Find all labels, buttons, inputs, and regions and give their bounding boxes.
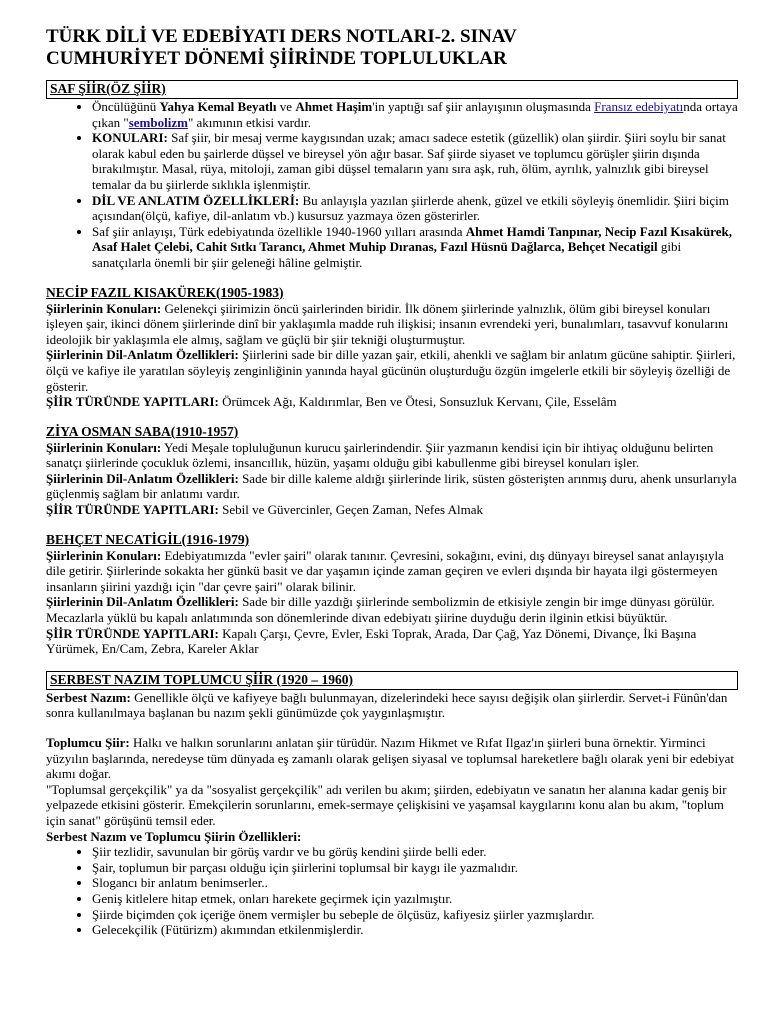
document-title-line2: CUMHURİYET DÖNEMİ ŞİİRİNDE TOPLULUKLAR [46, 48, 507, 69]
section-heading-ziya-osman-saba: ZİYA OSMAN SABA(1910-1957) [46, 423, 239, 439]
behcet-yapitlar: ŞİİR TÜRÜNDE YAPITLARI: Kapalı Çarşı, Çevre, Evler, Eski Toprak, Arada, Dar Çağ, Yaz Dönemi, Divançe, İki Başına Yürümek, En/Cam, Zebra, Kareler Aklar [46, 625, 697, 657]
list-item: • DİL VE ANLATIM ÖZELLİKLERİ: Bu anlayışla yazılan şiirlerde ahenk, güzel ve etkili söyleyiş önemlidir. Şiiri biçim açısından(ölçü, kafiye, dil-anlatım vb.) kusursuz yazmaya özen gösterirler. [92, 193, 738, 224]
list-item: • Şiirde biçimden çok içeriğe önem vermişler bu sebeple de ölçüsüz, kafiyesiz şiirler yazmışlardır. [92, 907, 738, 923]
toplumcu-siir-tanim: Toplumcu Şiir: Halkı ve halkın sorunlarını anlatan şiir türüdür. Nazım Hikmet ve Rıfat Ilgaz'ın şiirleri buna örnektir. Yirminci yüzyılın başlarında, neredeyse tüm dünyada eş zamanlı olarak gelişen siyasal ve toplumsal hareketlere bağlı olarak yeni bir edebiyat akımı doğar. [46, 735, 735, 782]
document-title-line1: TÜRK DİLİ VE EDEBİYATI DERS NOTLARI-2. SINAV [46, 26, 517, 47]
behcet-dil-anlatim: Şiirlerinin Dil-Anlatım Özellikleri: Sade bir dille yazdığı şiirlerinde sembolizmin de etkisiyle zengin bir imge dünyası görülür. Mecazlarla yüklü bu kapalı anlatımında son dönemlerinde divan edebiyatı şiirine duyduğu derin ilginin etkisi büyüktür. [46, 594, 715, 626]
saf-siir-list [46, 99, 738, 271]
serbest-ozellikler-list [46, 844, 738, 938]
serbest-nazim-tanim: Serbest Nazım: Genellikle ölçü ve kafiyeye bağlı bulunmayan, dizelerindeki hece sayısı değişik olan şiirlerdir. Servet-i Fünûn'dan sonra kullanılmaya başlanan bu nazım şekli günümüzde çok yaygınlaşmıştır. [46, 689, 728, 721]
sembolizm-link[interactable]: sembolizm [128, 114, 188, 130]
ziya-yapitlar: ŞİİR TÜRÜNDE YAPITLARI: Sebil ve Güvercinler, Geçen Zaman, Nefes Almak [46, 502, 483, 518]
fransiz-edebiyati-link[interactable]: Fransız edebiyatı [594, 99, 684, 114]
ziya-konular: Şiirlerinin Konuları: Yedi Meşale topluluğunun kurucu şairlerindendir. Şiir yazmanın kendisi için bir ihtiyaç olduğunu belirten sanatçı şiirlerinde çocukluk özlemi, insancıllık, hüzün, yaşamı olduğu gibi kabullenme gibi bireysel konuları işler. [46, 439, 714, 471]
list-item: • Öncülüğünü Yahya Kemal Beyatlı ve Ahmet Haşim'in yaptığı saf şiir anlayışının oluşmasında Fransız edebiyatında ortaya çıkan "sembolizm" akımının etkisi vardır. [92, 99, 738, 130]
section-heading-necip-fazil: NECİP FAZIL KISAKÜREK(1905-1983) [46, 284, 284, 300]
document-page [46, 26, 738, 938]
necip-dil-anlatim: Şiirlerinin Dil-Anlatım Özellikleri: Şiirlerini sade bir dille yazan şair, etkili, ahenkli ve sağlam bir anlatım gücüne sahiptir. Şiirleri, ölçü ve kafiye ile yaratılan söyleyiş zenginliğinin yanında hayal gücünün oluşturduğu özgün imgelerle etkili bir söyleyiş özelliği de gösterir. [46, 347, 736, 394]
toplumsal-gercekcilik: "Toplumsal gerçekçilik" ya da "sosyalist gerçekçilik" adı verilen bu akım; şiirden, edebiyatın ve sanatın her alanına kadar geniş bir yelpazede etkisini gösterir. Emekçilerin sorunlarını, emek-sermaye çelişkisini ve yaşamsal kaygılarını konu alan bu akım, "toplum için sanat" görüşünü temsil eder. [46, 781, 727, 828]
list-item: • Şair, toplumun bir parçası olduğu için şiirlerini toplumsal bir kaygı ile yazmalıdır. [92, 860, 738, 876]
list-item: • Gelecekçilik (Fütürizm) akımından etkilenmişlerdir. [92, 922, 738, 938]
ziya-dil-anlatim: Şiirlerinin Dil-Anlatım Özellikleri: Sade bir dille kaleme aldığı şiirlerinde lirik, süsten gösterişten arınmış duru, ahenk unsurlarıyla güçlenmiş sağlam bir anlatımı vardır. [46, 470, 737, 502]
list-item: • Slogancı bir anlatım benimserler.. [92, 875, 738, 891]
list-item: • Şiir tezlidir, savunulan bir görüş vardır ve bu görüş kendini şiirde belli eder. [92, 844, 738, 860]
section-heading-serbest-nazim: SERBEST NAZIM TOPLUMCU ŞİİR (1920 – 1960) [46, 671, 738, 690]
necip-konular: Şiirlerinin Konuları: Gelenekçi şiirimizin öncü şairlerinden biridir. İlk dönem şiirlerinde yalnızlık, ölüm gibi bireysel konuları işleyen şair, ikinci dönem şiirlerinde dinî bir yaklaşımla madde ruh ilişkisi; insanın evrendeki yeri, bunalımları, tasavvuf konularını ideolojik bir yaklaşımla ele almış, sağlam ve güçlü bir şiir tekniği oluşturmuştur. [46, 300, 729, 347]
list-item: • Saf şiir anlayışı, Türk edebiyatında özellikle 1940-1960 yılları arasında Ahmet Hamdi Tanpınar, Necip Fazıl Kısakürek, Asaf Halet Çelebi, Cahit Sıtkı Tarancı, Ahmet Muhip Dıranas, Fazıl Hüsnü Dağlarca, Behçet Necatigil gibi sanatçılarla önemli bir şiir geleneği hâline gelmiştir. [92, 224, 738, 271]
section-heading-saf-siir: SAF ŞİİR(ÖZ ŞİİR) [46, 80, 738, 99]
behcet-konular: Şiirlerinin Konuları: Edebiyatımızda "evler şairi" olarak tanınır. Çevresini, sokağını, evini, dış dünyayı bireysel sanat anlayışıyla dile getirir. Şiirlerinde sokakta her günkü basit ve dar yaşamın içinde zaman geçiren ve evleri dışında bir hayata ilgi göstermeyen insanların şiirini yazdığı için "dar çevre şairi" olarak bilinir. [46, 547, 724, 594]
serbest-ozellikler-baslik: Serbest Nazım ve Toplumcu Şiirin Özellikleri: [46, 828, 302, 844]
necip-yapitlar: ŞİİR TÜRÜNDE YAPITLARI: Örümcek Ağı, Kaldırımlar, Ben ve Ötesi, Sonsuzluk Kervanı, Çile, Esselâm [46, 394, 617, 410]
section-heading-behcet-necatigil: BEHÇET NECATİGİL(1916-1979) [46, 531, 250, 547]
list-item: • KONULARI: Saf şiir, bir mesaj verme kaygısından uzak; amacı sadece estetik (güzellik) olan şiirdir. Şiiri soylu bir sanat olarak kabul eden bu şairlerde düşsel ve bireysel yön ağır basar. Saf şiirde siyaset ve toplumcu görüşler şiirin dışında bırakılmıştır. Masal, rüya, mitoloji, zaman gibi düşsel temaların yanı sıra aşk, ruh, ölüm, ayrılık, yalnızlık gibi bireysel temalar da bu şiirlerde sıklıkla işlenmiştir. [92, 130, 738, 192]
list-item: • Geniş kitlelere hitap etmek, onları harekete geçirmek için yazılmıştır. [92, 891, 738, 907]
